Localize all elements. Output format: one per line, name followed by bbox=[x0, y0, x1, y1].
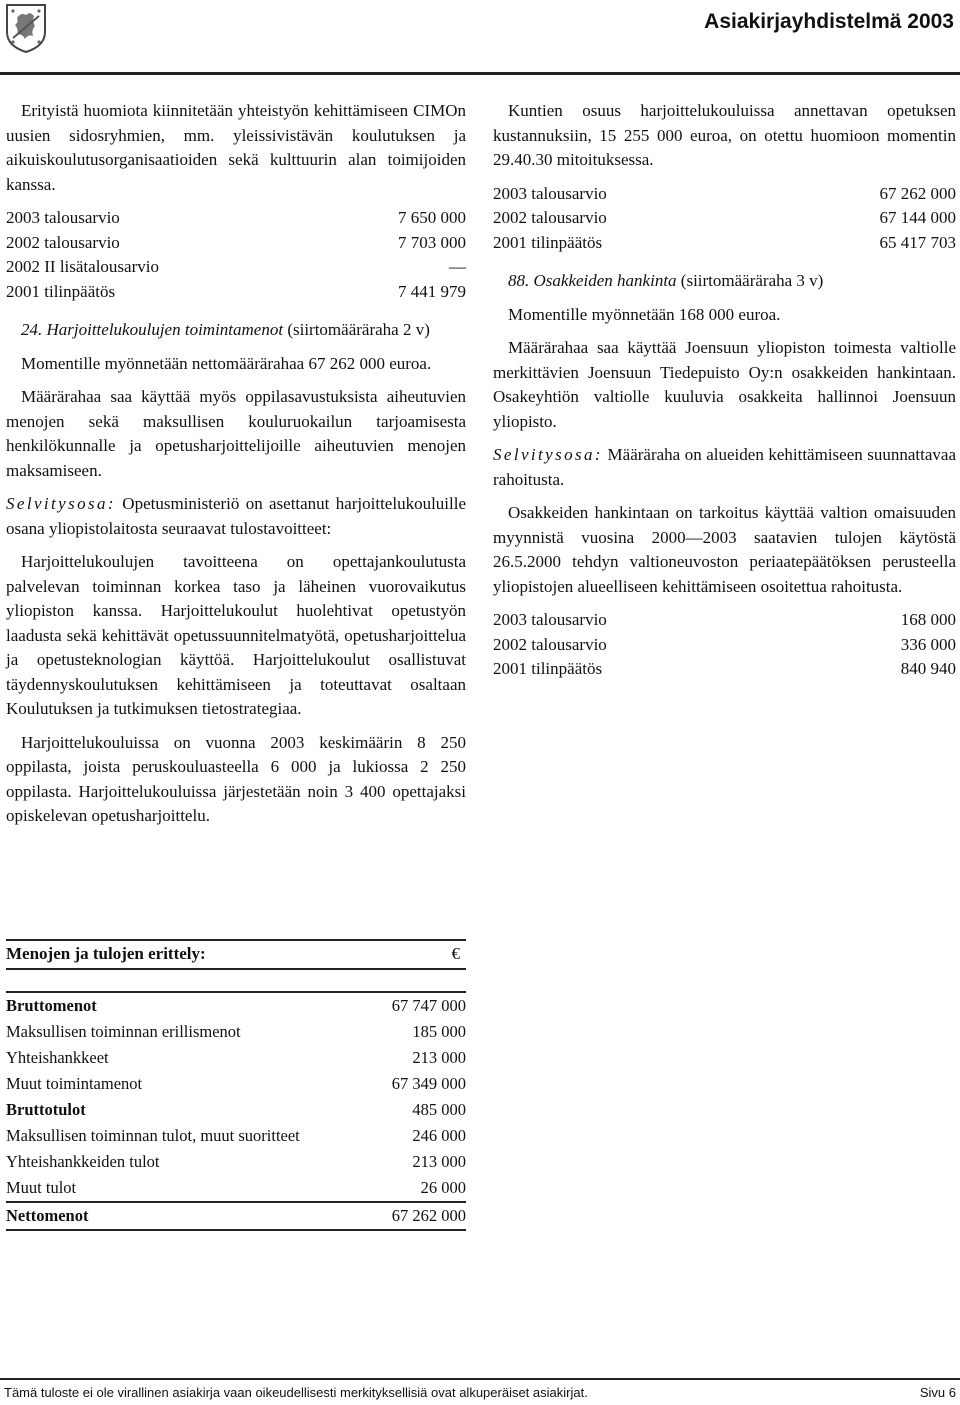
budget-value: 7 441 979 bbox=[398, 281, 466, 301]
budget-value: 67 144 000 bbox=[879, 208, 956, 227]
budget-label: 2001 tilinpäätös bbox=[6, 281, 116, 301]
row-label: Bruttotulot bbox=[6, 1099, 86, 1119]
budget-row bbox=[493, 231, 956, 256]
budget-value: 67 262 000 bbox=[879, 183, 956, 203]
paragraph: Harjoittelukouluissa on vuonna 2003 keskimäärin 8 250 oppilasta, joista peruskouluasteella 6 000 ja lukiossa 2 250 oppilasta. Harjoittelukouluissa järjestetään noin 3 400 opettajaksi opiskelevan opetusharjoittelu. bbox=[6, 732, 466, 825]
row-value: 67 349 000 bbox=[391, 1073, 466, 1093]
footer-divider bbox=[0, 1378, 960, 1380]
right-column bbox=[493, 99, 956, 696]
budget-value: 336 000 bbox=[900, 634, 956, 654]
budget-table-24 bbox=[493, 182, 956, 256]
page-number: Sivu 6 bbox=[919, 1385, 956, 1400]
budget-row bbox=[493, 633, 956, 658]
budget-label: 2001 tilinpäätös bbox=[493, 659, 603, 678]
row-value: 67 747 000 bbox=[391, 995, 466, 1015]
breakdown-table bbox=[6, 991, 466, 1231]
table-row bbox=[6, 1019, 466, 1045]
row-value: 26 000 bbox=[420, 1177, 466, 1197]
intro-paragraph: Kuntien osuus harjoittelukouluissa annettavan opetuksen kustannuksiin, 15 255 000 euroa, on otettu huomioon momentin 29.40.30 mitoituksessa. bbox=[493, 101, 956, 169]
breakdown-header bbox=[6, 939, 466, 970]
budget-label: 2002 talousarvio bbox=[493, 634, 607, 654]
row-value: 185 000 bbox=[412, 1021, 466, 1041]
item-heading-24 bbox=[6, 318, 466, 343]
row-label: Yhteishankkeiden tulot bbox=[6, 1151, 160, 1171]
coat-of-arms-icon bbox=[4, 2, 48, 54]
net-total-row bbox=[6, 1202, 466, 1230]
budget-label: 2002 talousarvio bbox=[6, 232, 120, 252]
paragraph: Momentille myönnetään 168 000 euroa. bbox=[508, 304, 781, 324]
table-row bbox=[6, 1149, 466, 1175]
table-row bbox=[6, 1045, 466, 1071]
left-column bbox=[6, 99, 466, 838]
budget-value: 168 000 bbox=[900, 610, 956, 629]
table-row bbox=[6, 1175, 466, 1202]
document-title: Asiakirjayhdistelmä 2003 bbox=[704, 10, 954, 33]
budget-row bbox=[493, 182, 956, 207]
budget-label: 2002 II lisätalousarvio bbox=[6, 257, 159, 276]
paragraph: Osakkeiden hankintaan on tarkoitus käyttää valtion omaisuuden myynnistä vuosina 2000—2003 saatavien tulojen käytöstä 26.5.2000 tehdyn valtioneuvoston periaatepäätöksen perusteella yliopistojen alueelliseen kehittämiseen osoitettua rahoitusta. bbox=[493, 503, 956, 596]
budget-label: 2003 talousarvio bbox=[6, 208, 120, 227]
budget-row bbox=[493, 657, 956, 682]
intro-paragraph: Erityistä huomiota kiinnitetään yhteistyön kehittämiseen CIMOn uusien sidosryhmien, mm. yleissivistävän koulutuksen ja aikuiskoulutusorganisaatioiden sekä kulttuurin alan toimijoiden kanssa. bbox=[6, 101, 466, 194]
selvitysosa-paragraph bbox=[493, 443, 956, 492]
row-label: Maksullisen toiminnan erillismenot bbox=[6, 1021, 241, 1041]
budget-table-24-prev bbox=[6, 206, 466, 304]
expense-income-breakdown bbox=[6, 939, 466, 1225]
budget-label: 2001 tilinpäätös bbox=[493, 232, 603, 252]
row-label: Bruttomenot bbox=[6, 995, 97, 1015]
item-title: Harjoittelukoulujen toimintamenot bbox=[46, 320, 284, 339]
budget-value: 7 703 000 bbox=[398, 232, 466, 252]
budget-row bbox=[493, 608, 956, 633]
paragraph-text: Opetusministeriö on asettanut harjoittelukouluille osana yliopistolaitosta seuraavat tulostavoitteet: bbox=[6, 494, 467, 538]
footer-disclaimer: Tämä tuloste ei ole virallinen asiakirja vaan oikeudellisesti merkityksellisiä ovat alkuperäiset asiakirjat. bbox=[4, 1385, 588, 1400]
paragraph-text: Määräraha on alueiden kehittämiseen suunnattavaa rahoitusta. bbox=[493, 445, 957, 489]
row-label: Maksullisen toiminnan tulot, muut suoritteet bbox=[6, 1125, 300, 1145]
page-header bbox=[0, 0, 960, 76]
currency-symbol: € bbox=[451, 944, 460, 963]
budget-row bbox=[6, 280, 466, 305]
budget-label: 2002 talousarvio bbox=[493, 208, 607, 227]
selvitysosa-label: Selvitysosa: bbox=[6, 494, 116, 513]
row-value: 213 000 bbox=[412, 1047, 466, 1067]
budget-table-88 bbox=[493, 608, 956, 682]
row-label: Muut toimintamenot bbox=[6, 1073, 143, 1093]
paragraph: Momentille myönnetään nettomäärärahaa 67 262 000 euroa. bbox=[21, 353, 432, 373]
budget-row bbox=[6, 231, 466, 256]
budget-label: 2003 talousarvio bbox=[493, 183, 607, 203]
row-value: 67 262 000 bbox=[373, 1202, 466, 1230]
row-value: 246 000 bbox=[412, 1125, 466, 1145]
selvitysosa-paragraph bbox=[6, 492, 466, 541]
budget-value: 840 940 bbox=[900, 659, 956, 678]
paragraph: Harjoittelukoulujen tavoitteena on opettajankoulutusta palvelevan toiminnan korkea taso ja läheinen vuorovaikutus yliopiston kanssa. Harjoittelukoulut huolehtivat opetustyön laadusta sekä kehittävät opetussuunnitelmatyötä, opetusharjoittelua ja opetusteknologian käyttöä. Harjoittelukoulut osallistuvat täydennyskoulutuksen kehittämiseen ja toteuttavat osaltaan Koulutuksen ja tutkimuksen tietostrategiaa. bbox=[6, 552, 466, 718]
row-value: 213 000 bbox=[412, 1151, 466, 1171]
budget-value: — bbox=[449, 257, 466, 276]
row-value: 485 000 bbox=[412, 1099, 466, 1119]
budget-label: 2003 talousarvio bbox=[493, 610, 607, 629]
table-row bbox=[6, 992, 466, 1019]
breakdown-heading: Menojen ja tulojen erittely: bbox=[6, 944, 206, 963]
header-divider bbox=[0, 72, 960, 75]
table-row bbox=[6, 1123, 466, 1149]
item-suffix: (siirtomääräraha 2 v) bbox=[287, 320, 430, 339]
budget-value: 65 417 703 bbox=[879, 232, 956, 252]
selvitysosa-label: Selvitysosa: bbox=[493, 445, 603, 464]
table-row bbox=[6, 1071, 466, 1097]
item-number: 88. bbox=[508, 271, 530, 290]
item-title: Osakkeiden hankinta bbox=[533, 271, 677, 290]
item-suffix: (siirtomääräraha 3 v) bbox=[680, 271, 824, 290]
paragraph: Määrärahaa saa käyttää myös oppilasavustuksista aiheutuvien menojen sekä maksullisen kouluruokailun tarjoamisesta henkilökunnalle ja opetusharjoittelijoille aiheutuvien menojen maksamiseen. bbox=[6, 387, 466, 480]
budget-value: 7 650 000 bbox=[398, 208, 466, 227]
paragraph: Määrärahaa saa käyttää Joensuun yliopiston toimesta valtiolle merkittävien Joensuun Tiedepuisto Oy:n osakkeiden hankintaan. Osakeyhtiön valtiolle kuuluvia osakkeita hallinnoi Joensuun yliopisto. bbox=[493, 338, 956, 431]
row-label: Nettomenot bbox=[6, 1202, 373, 1230]
item-heading-88 bbox=[493, 269, 956, 294]
row-label: Yhteishankkeet bbox=[6, 1047, 109, 1067]
table-row bbox=[6, 1097, 466, 1123]
budget-row bbox=[6, 206, 466, 231]
item-number: 24. bbox=[21, 320, 43, 339]
row-label: Muut tulot bbox=[6, 1177, 77, 1197]
budget-row bbox=[6, 255, 466, 280]
budget-row bbox=[493, 206, 956, 231]
